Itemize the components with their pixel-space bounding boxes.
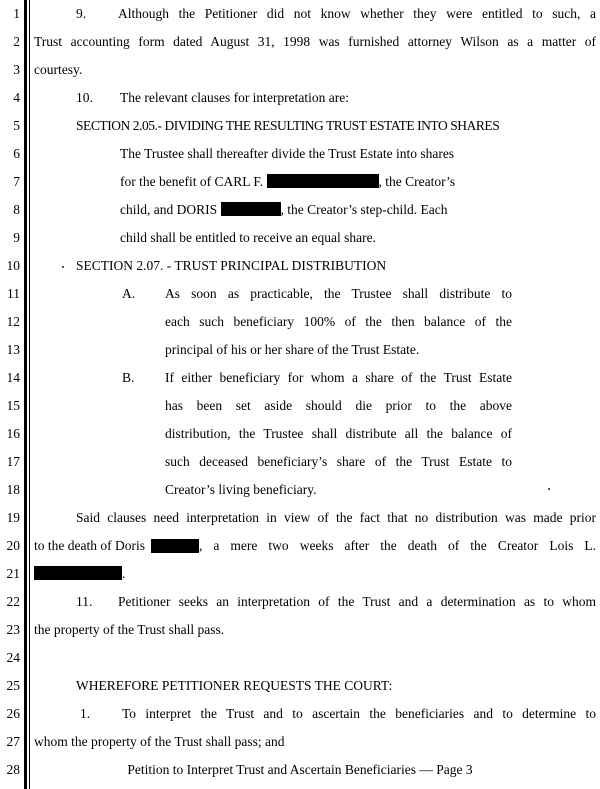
line-number: 13 xyxy=(6,342,20,357)
said-clauses-line-2-end: , a mere two weeks after the death of the Creator Lois L. xyxy=(198,538,596,553)
paragraph-number: 9. xyxy=(76,6,87,21)
paragraph-9-line-2: Trust accounting form dated August 31, 1998 was furnished attorney Wilson as a matter of xyxy=(34,34,596,49)
line-number: 3 xyxy=(13,62,20,77)
item-a-line-2: each such beneficiary 100% of the then balance of the xyxy=(165,314,512,329)
item-a-line-3: principal of his or her share of the Trust Estate. xyxy=(165,342,420,357)
item-b-line-4: such deceased beneficiary’s share of the Trust Estate to xyxy=(165,454,512,469)
request-number: 1. xyxy=(80,706,91,721)
redaction-block xyxy=(151,539,199,553)
line-number: 8 xyxy=(13,202,20,217)
line-number: 9 xyxy=(13,230,20,245)
request-1-line-1: To interpret the Trust and to ascertain the beneficiaries and to determine to xyxy=(122,706,596,721)
line-number: 17 xyxy=(6,454,20,469)
line-number: 4 xyxy=(13,90,20,105)
line-number: 19 xyxy=(6,510,20,525)
wherefore-heading: WHEREFORE PETITIONER REQUESTS THE COURT: xyxy=(76,678,393,693)
item-b-line-5: Creator’s living beneficiary. xyxy=(165,482,317,497)
paragraph-11-line-2: the property of the Trust shall pass. xyxy=(34,622,225,637)
request-1-line-2: whom the property of the Trust shall pass; and xyxy=(34,734,285,749)
paragraph-11-line-1: Petitioner seeks an interpretation of the Trust and a determination as to whom xyxy=(118,594,596,609)
section-2-05-line-4: child shall be entitled to receive an equal share. xyxy=(120,230,377,245)
paragraph-number: 10. xyxy=(76,90,93,105)
line-number: 23 xyxy=(6,622,20,637)
line-number: 28 xyxy=(6,762,20,777)
paragraph-9-line-3: courtesy. xyxy=(34,62,83,77)
line-number: 21 xyxy=(6,566,20,581)
section-2-05-heading: SECTION 2.05.- DIVIDING THE RESULTING TRUST ESTATE INTO SHARES xyxy=(76,118,500,133)
redaction-block xyxy=(267,174,379,188)
section-2-05-line-3 xyxy=(120,202,447,218)
scan-speck xyxy=(548,488,550,490)
section-2-05-line-2 xyxy=(120,174,455,190)
line-number: 20 xyxy=(6,538,20,553)
paragraph-9-line-1: Although the Petitioner did not know whether they were entitled to such, a xyxy=(118,6,596,21)
said-clauses-line-3-period: . xyxy=(122,566,126,581)
paragraph-10-text: The relevant clauses for interpretation are: xyxy=(120,90,350,105)
item-b-line-3: distribution, the Trustee shall distribute all the balance of xyxy=(165,426,512,441)
line-number: 2 xyxy=(13,34,20,49)
left-margin-rule-thick xyxy=(24,0,27,789)
item-b-line-2: has been set aside should die prior to the above xyxy=(165,398,512,413)
paragraph-number: 11. xyxy=(76,594,93,609)
line-number: 14 xyxy=(6,370,20,385)
line-number: 25 xyxy=(6,678,20,693)
item-a-line-1: As soon as practicable, the Trustee shall distribute to xyxy=(165,286,512,301)
line-number: 27 xyxy=(6,734,20,749)
line-number: 1 xyxy=(13,6,20,21)
said-clauses-line-1: Said clauses need interpretation in view of the fact that no distribution was made prior xyxy=(76,510,596,525)
section-2-05-line-2-end: , the Creator’s xyxy=(378,174,456,189)
said-clauses-line-3 xyxy=(34,566,125,582)
line-number: 7 xyxy=(13,174,20,189)
scan-speck xyxy=(62,266,64,268)
said-clauses-line-2-start: to the death of Doris xyxy=(34,538,145,553)
line-number: 16 xyxy=(6,426,20,441)
line-number: 6 xyxy=(13,146,20,161)
redaction-block xyxy=(221,202,281,216)
section-2-07-heading: SECTION 2.07. - TRUST PRINCIPAL DISTRIBUTION xyxy=(76,258,387,273)
line-number: 18 xyxy=(6,482,20,497)
item-b-line-1: If either beneficiary for whom a share of the Trust Estate xyxy=(165,370,512,385)
line-number: 15 xyxy=(6,398,20,413)
line-number: 5 xyxy=(13,118,20,133)
item-a-label: A. xyxy=(122,286,136,301)
said-clauses-line-2 xyxy=(34,538,596,554)
redaction-block xyxy=(34,566,122,580)
line-number: 24 xyxy=(6,650,20,665)
page-footer: Petition to Interpret Trust and Ascertain Beneficiaries — Page 3 xyxy=(127,762,473,777)
line-number: 12 xyxy=(6,314,20,329)
section-2-05-line-1: The Trustee shall thereafter divide the Trust Estate into shares xyxy=(120,146,455,161)
line-number: 10 xyxy=(6,258,20,273)
section-2-05-line-2-start: for the benefit of CARL F. xyxy=(120,174,264,189)
item-b-label: B. xyxy=(122,370,135,385)
line-number: 22 xyxy=(6,594,20,609)
line-number: 26 xyxy=(6,706,20,721)
left-margin-rule-thin xyxy=(29,0,30,789)
line-number: 11 xyxy=(7,286,20,301)
section-2-05-line-3-start: child, and DORIS xyxy=(120,202,218,217)
section-2-05-line-3-end: , the Creator’s step-child. Each xyxy=(280,202,448,217)
